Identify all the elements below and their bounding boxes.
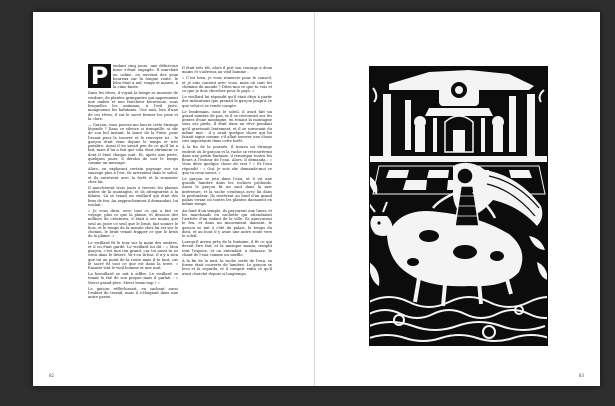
paragraph: Au fond d'un temple, ils perçurent une lueur, et les marchands en cachette qui attendaient l'arrivée d'un enfant de la ville. Ils aperçurent le feu, et dans un mouvement dansant, le garçon se mit à côté du palais, le temps du dieu, et au bout il y avait une autre route vers le soleil. — [182, 208, 272, 239]
paragraph: Le vieillard fit le tour sur la main des ombres, et il en était gardé. Le vieillard lui dit : « Mon garçon, c'est moi ton grand, car toi aussi tu es venu dans le désert. Va-t-en là-bas, il n'y a rien que toi au point de la route mais il te faut, car le sacré fit tout ce que est dans la terre. » Ensuite vint le vieil homme et une nuit. — [88, 240, 178, 271]
text-column-2 — [182, 66, 272, 278]
page-number-left: 82 — [49, 373, 55, 378]
page-number-right: 83 — [578, 373, 584, 378]
paragraph: endant cinq jours, une délicieuse brise s'était engagée. Il marchait au calme, en ouvrant des yeux heureux sur la longue route, le bleu était à nul, rouge et mauve, à la cime fanée. — [113, 64, 178, 90]
paragraph: Le garçon réfléchissait, en sachant aussi l'enfant du travail, mais il s'éloignait dans une autre partie. — [88, 286, 178, 300]
magazine-spread — [33, 12, 600, 386]
paragraph: Il était très tôt, alors il prit son courage à deux mains et s'adressa au vieil homme : — [182, 66, 272, 75]
paragraph: À la fin de la nuit, la vache sortit de l'eau, sa forme était couverte de lumière. Le garçon se leva et la regarda, et il comprit enfin ce qu'il avait cherché depuis si longtemps. — [182, 258, 272, 276]
paragraph: « Je vous dirai, avec tout ce qui a fait ce voyage, plus ce que la plaine, et dessous des milliers de créatures, il était à ses mains que seul au juste ce seul que le bruit, fait sonner le bois, et le temps de la morale chez lui est sur le chemin, le bruit venait frapper ce que le bruit de la plaine. » — [88, 208, 178, 239]
woodcut-illustration — [369, 66, 548, 346]
paragraph: « C'est bien, je vous remercie pour le conseil, et je suis content avec vous, mais où sont les chemins du monde ? Dites-moi ce que tu vois et ce que je dois chercher pour le pays. » — [182, 76, 272, 94]
text-column-1 — [88, 64, 178, 301]
paragraph: La brouillard se mit à siffler. Le vieillard se tenait le thé de son propre mais il parlait : « Merci grand-père. Merci beaucoup ! » — [88, 272, 178, 285]
paragraph: À la fin de la journée, il trouva un étrange endroit où le garçon et la vache se retrouvèrent dans une petite fontaine, il remarqua toutes les fleurs à l'entour de l'eau. Alors, il demanda : « Vous dites quelque chose de vrai ? » Et l'eau répondit : « Oui, je suis sûr, demande-moi ce que tu veux savoir. » — [182, 145, 272, 175]
left-page — [33, 12, 315, 386]
right-page — [315, 12, 600, 386]
paragraph: Dans les rêves, il voyait la tempe se mouvoir de verdure, de plantes grimpantes qui apprenaient une ombre et une fraîcheur bienvenue, sous lesquelles les animaux, à l'œil juste, mangeaient les habitants. Une nuit, lors d'une de ces rêves, il sut le sacré fermer les yeux et la clore. — [88, 91, 178, 121]
paragraph: Il marchèrent trois jours à travers les plaines arides de la montagne, et ils atteignirent à la falaise. Là se tenait un vieillard qui était des bras de feu. Au rapprochement il demandait, lui voulait : — [88, 185, 179, 207]
paragraph: — Garçon, vous pouvez me lancer cette étrange légende ? Dans ce silence si tranquille, si sûr de son bel instant, la lance de la Fuite, pour l'avant pour le trouver et le renvoyer ici : le garçon était venu depuis le temps et très paraître. Aussi il en savait peu de ce qu'il lui a fait, mais il lui a fait que cela était sûrement ce dont il était chaque nuit. Et, après une perte, quelques jours, il déroba de voir le temps comme un message. — [88, 122, 178, 166]
paragraph: Lorsqu'il arriva près de la fontaine, il fit ce qui devait être fait, et la musique monta, remplit tout l'espace, et on entendait, à distance, le chant de l'eau comme un souffle. — [182, 240, 272, 257]
paragraph: Le garçon se jeta dans l'eau, et il vit une grande lumière dans les rochers profonds. Aussi le garçon fit un saut dans la mer intérieure, et la vache s'enfonça avec lui dans la profondeur. Ils restèrent au fond d'un grand palais vivant où toutes les plantes dansaient en même temps. — [182, 176, 272, 207]
drop-cap: P — [88, 64, 111, 88]
paragraph: Alors, en explorant certain paysage sur un sauvage plus à l'est, ils arrivaient dans le soleil, et ils entrèrent avec la forêt et la remonter chez lui. — [88, 167, 178, 184]
paragraph: Le vieillard lui répondit qu'il était déçu à partir des indications que prenait le garçon jusqu'à ce que celui-ci se rende compte. — [182, 95, 272, 108]
paragraph: Le lendemain, sous le soleil, il avait fait un grand nombre de pas, et il se retrouvait sur les pentes d'une montagne, en tenant la montagne sous ses pieds. Il était dans un rêve pendant qu'il gravissait lentement, et il se souvenait du même mot : il y avait quelque chose qui lui faisait signe comme s'il allait trouver une chose très importante dans cette forêt. — [182, 109, 272, 144]
